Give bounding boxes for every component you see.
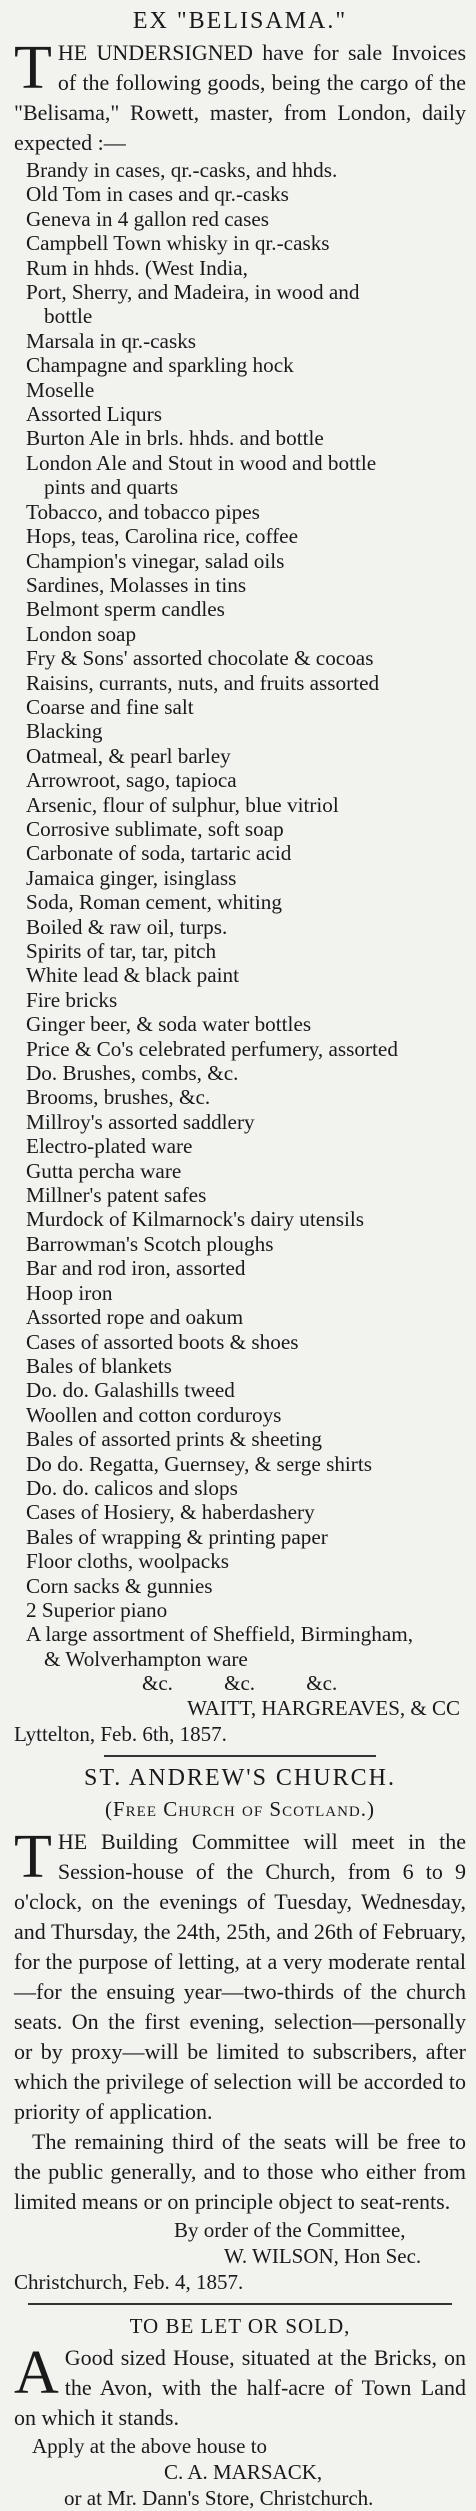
list-item [14,1500,466,1524]
list-item [14,841,466,865]
item-text: Arrowroot, sago, tapioca [26,768,237,793]
list-item [14,1452,466,1476]
item-text: Arsenic, flour of sulphur, blue vitriol [26,792,339,817]
item-text: Price & Co's celebrated perfumery, assorted [26,1036,398,1061]
list-item [14,1622,466,1671]
list-item [14,915,466,939]
list-item [14,1549,466,1573]
item-text: Champagne and sparkling hock [26,353,294,378]
item-text: Oatmeal, & pearl barley [26,743,231,768]
list-item [14,158,466,182]
list-item [14,866,466,890]
item-text: Hoop iron [26,1280,113,1305]
list-item [14,1207,466,1231]
advert-heading: EX "BELISAMA." [132,8,348,34]
list-item [14,793,466,817]
item-text: Barrowman's Scotch ploughs [26,1231,274,1256]
list-item [14,329,466,353]
item-text: Corn sacks & gunnies [26,1573,213,1598]
divider [104,1755,376,1757]
etc-line: &c. &c. &c. [142,1671,338,1696]
item-text: Millner's patent safes [26,1183,207,1208]
item-text: Bar and rod iron, assorted [26,1256,246,1281]
list-item [14,817,466,841]
list-item [14,353,466,377]
apply-line: Apply at the above house to [32,2434,268,2459]
list-item [14,1305,466,1329]
advert-dateline: Lyttelton, Feb. 6th, 1857. [14,1722,227,1747]
secretary-line: W. WILSON, Hon Sec. [224,2244,422,2269]
list-item [14,256,466,280]
item-text: Woollen and cotton corduroys [26,1402,282,1427]
list-item [14,1354,466,1378]
list-item [14,1378,466,1402]
list-item [14,378,466,402]
item-text: Raisins, currants, nuts, and fruits assorted [26,670,380,695]
list-item [14,1037,466,1061]
item-text: Bales of wrapping & printing paper [26,1524,328,1549]
item-text: Bales of assorted prints & sheeting [26,1427,322,1452]
item-text: Fire bricks [26,987,118,1012]
item-text: Jamaica ginger, isinglass [26,865,237,890]
item-text: Soda, Roman cement, whiting [26,890,282,915]
item-text: Murdock of Kilmarnock's dairy utensils [26,1207,365,1232]
item-text: Cases of assorted boots & shoes [26,1329,299,1354]
item-text: Ginger beer, & soda water bottles [26,1012,312,1037]
item-text: Millroy's assorted saddlery [26,1109,255,1134]
item-text: Blacking [26,719,103,744]
item-text: Belmont sperm candles [26,597,225,622]
list-item [14,695,466,719]
list-item [14,1403,466,1427]
item-text: Rum in hhds. (West India, [26,255,248,280]
list-item [14,597,466,621]
item-text: Marsala in qr.-casks [26,328,197,353]
item-continuation: bottle [44,304,93,329]
body-text: Good sized House, situated at the Bricks, on the Avon, with the half-acre of Town Land on which it stands. [14,2345,466,2431]
advert-body-2: The remaining third of the seats will be free to the public generally, and to those who either from limited means or on principle object to seat-rents. [14,2129,466,2215]
item-text: Do. Brushes, combs, &c. [26,1061,239,1086]
item-text: Boiled & raw oil, turps. [26,914,228,939]
item-text: Do. do. Galashills tweed [26,1378,235,1403]
item-continuation: & Wolverhampton ware [44,1646,248,1671]
advert-belisama [14,6,466,1747]
goods-list [14,158,466,1671]
list-item [14,1232,466,1256]
drop-cap: T [14,1823,52,1892]
list-item [14,1598,466,1622]
list-item [14,451,466,500]
list-item [14,402,466,426]
advert-church [14,1763,466,2295]
item-text: Hops, teas, Carolina rice, coffee [26,524,298,549]
item-text: Port, Sherry, and Madeira, in wood and [26,280,360,305]
advert-subheading: (Free Church of Scotland.) [104,1797,376,1822]
list-item [14,622,466,646]
drop-cap: A [14,2339,59,2408]
item-text: Geneva in 4 gallon red cases [26,206,269,231]
list-item [14,1476,466,1500]
list-item [14,890,466,914]
item-text: White lead & black paint [26,963,239,988]
item-text: Corrosive sublimate, soft soap [26,816,284,841]
item-text: Coarse and fine salt [26,694,194,719]
item-text: Floor cloths, woolpacks [26,1549,230,1574]
list-item [14,646,466,670]
list-item [14,1085,466,1109]
item-text: Brooms, brushes, &c. [26,1085,211,1110]
list-item [14,1574,466,1598]
item-text: Assorted rope and oakum [26,1305,244,1330]
list-item [14,939,466,963]
list-item [14,231,466,255]
list-item [14,1183,466,1207]
advert-house [14,2311,466,2511]
list-item [14,671,466,695]
list-item [14,524,466,548]
advert-body [14,1823,466,2127]
list-item [14,1134,466,1158]
list-item [14,207,466,231]
list-item [14,1012,466,1036]
list-item [14,719,466,743]
intro-caps: HE UNDERSIGNED [57,40,253,65]
list-item [14,426,466,450]
list-item [14,1110,466,1134]
list-item [14,744,466,768]
divider [28,2303,452,2305]
list-item [14,768,466,792]
item-text: Moselle [26,377,95,402]
intro-text: have for sale Invoices of the following goods, being the cargo of the "Belisama," Rowett, master, from London, daily expected :— [14,40,467,155]
item-text: Bales of blankets [26,1353,172,1378]
advert-body [14,2339,466,2433]
item-text: Brandy in cases, qr.-casks, and hhds. [26,158,338,182]
list-item [14,1330,466,1354]
advert-intro [14,34,467,158]
order-line: By order of the Committee, [174,2218,406,2243]
item-text: London soap [26,621,137,646]
list-item [14,1159,466,1183]
advert-heading: ST. ANDREW'S CHURCH. [84,1765,396,1792]
list-item [14,963,466,987]
list-item [14,182,466,206]
item-text: Carbonate of soda, tartaric acid [26,841,292,866]
alternate-address: or at Mr. Dann's Store, Christchurch. [64,2486,374,2511]
list-item [14,1281,466,1305]
item-text: A large assortment of Sheffield, Birmingham, [26,1622,414,1647]
advert-dateline: Christchurch, Feb. 4, 1857. [14,2270,244,2295]
item-text: Gutta percha ware [26,1158,182,1183]
item-text: Campbell Town whisky in qr.-casks [26,231,330,256]
advert-heading: TO BE LET OR SOLD, [129,2314,351,2339]
item-text: Do do. Regatta, Guernsey, & serge shirts [26,1451,372,1476]
list-item [14,280,466,329]
drop-cap: T [14,34,52,102]
list-item [14,500,466,524]
item-text: Old Tom in cases and qr.-casks [26,182,289,207]
item-continuation: pints and quarts [44,475,179,500]
item-text: Assorted Liqurs [26,402,162,427]
item-text: Sardines, Molasses in tins [26,572,247,597]
item-text: Spirits of tar, tar, pitch [26,939,217,963]
item-text: 2 Superior piano [26,1597,168,1622]
list-item [14,549,466,573]
list-item [14,988,466,1012]
item-text: Fry & Sons' assorted chocolate & cocoas [26,646,374,671]
advert-signature: WAITT, HARGREAVES, & CC [187,1696,460,1721]
list-item [14,1256,466,1280]
contact-name: C. A. MARSACK, [164,2460,323,2485]
list-item [14,1427,466,1451]
item-text: Cases of Hosiery, & haberdashery [26,1500,315,1525]
item-text: Burton Ale in brls. hhds. and bottle [26,426,324,451]
list-item [14,1061,466,1085]
item-text: London Ale and Stout in wood and bottle [26,450,377,475]
body-text: HE Building Committee will meet in the Session-house of the Church, from 6 to 9 o'clock, on the evenings of Tuesday, Wednesday, and Thursday, the 24th, 25th, and 26th of February, for the purpose of letting, at a very moderate rental—for the ensuing year—two-thirds of the church seats. On the first evening, selection—personally or by proxy—will be limited to subscribers, after which the privilege of selection will be accorded to priority of application. [14,1829,466,2125]
item-text: Tobacco, and tobacco pipes [26,499,260,524]
item-text: Do. do. calicos and slops [26,1475,238,1500]
item-text: Electro-plated ware [26,1134,193,1159]
list-item [14,573,466,597]
list-item [14,1525,466,1549]
item-text: Champion's vinegar, salad oils [26,548,285,573]
